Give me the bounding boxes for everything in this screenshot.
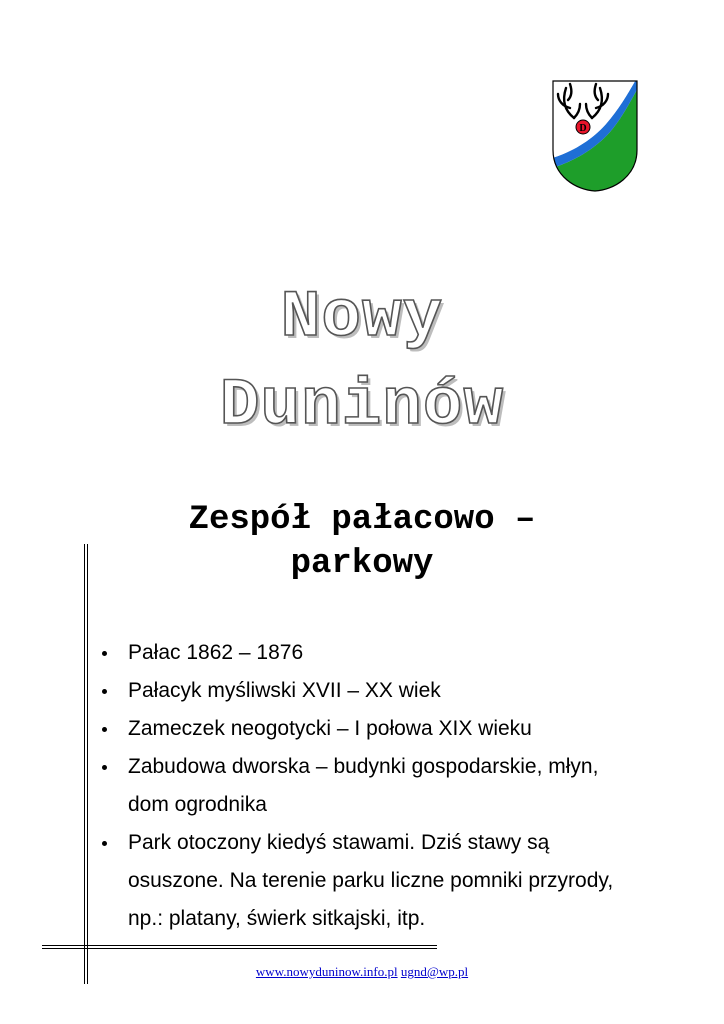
badge-letter: D xyxy=(579,123,587,134)
list-item-text: Park otoczony kiedyś stawami. Dziś stawy są xyxy=(128,831,550,854)
feature-list xyxy=(100,634,660,938)
website-link[interactable]: www.nowyduninow.info.pl xyxy=(255,964,398,979)
footer xyxy=(0,964,724,980)
list-item-text-continued: dom ogrodnika xyxy=(128,793,267,816)
vertical-rule-inner xyxy=(87,544,88,984)
list-item-text-continued: osuszone. Na terenie parku liczne pomniki przyrody, xyxy=(128,869,614,892)
subtitle-line-2: parkowy xyxy=(290,545,434,583)
coat-of-arms-emblem xyxy=(552,80,638,192)
bullet-icon xyxy=(102,651,107,656)
email-link[interactable]: ugnd@wp.pl xyxy=(400,964,469,979)
title-line-1: Nowy xyxy=(280,280,444,355)
list-item xyxy=(100,634,660,672)
list-item-text: Pałac 1862 – 1876 xyxy=(128,641,304,664)
list-item xyxy=(100,672,660,710)
list-item-text-continued: np.: platany, świerk sitkajski, itp. xyxy=(128,907,426,930)
horizontal-rule-bottom xyxy=(42,948,437,949)
list-item-text: Zameczek neogotycki – I połowa XIX wieku xyxy=(128,717,532,740)
horizontal-rule-top xyxy=(42,945,437,946)
bullet-icon xyxy=(102,765,107,770)
list-item xyxy=(100,824,660,938)
title-line-2: Duninów xyxy=(219,368,505,443)
bullet-icon xyxy=(102,841,107,846)
list-item-text: Zabudowa dworska – budynki gospodarskie, młyn, xyxy=(128,755,599,778)
list-item xyxy=(100,748,660,824)
vertical-rule-outer xyxy=(84,544,85,984)
list-item xyxy=(100,710,660,748)
bullet-icon xyxy=(102,689,107,694)
bullet-icon xyxy=(102,727,107,732)
list-item-text: Pałacyk myśliwski XVII – XX wiek xyxy=(128,679,441,702)
subtitle-line-1: Zespół pałacowo – xyxy=(188,501,536,539)
